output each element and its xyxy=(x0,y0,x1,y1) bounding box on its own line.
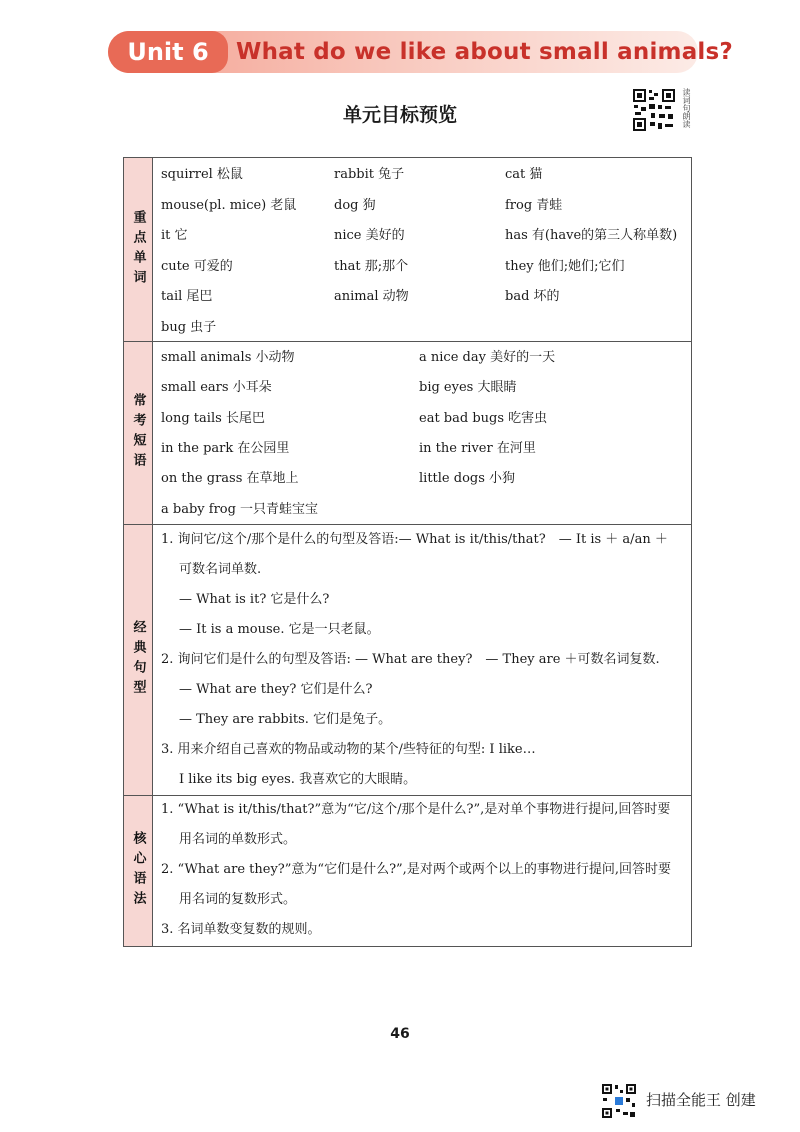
word-item: frog 青蛙 xyxy=(505,197,563,213)
phrase-item: in the park 在公园里 xyxy=(161,440,290,456)
sentence-line: — What are they? 它们是什么? xyxy=(179,682,373,697)
sentence-line: — What is it? 它是什么? xyxy=(179,592,330,607)
phrase-item: a nice day 美好的一天 xyxy=(419,350,556,365)
phrase-item: small animals 小动物 xyxy=(161,350,295,365)
phrase-item: in the river 在河里 xyxy=(419,440,536,456)
qr-code-icon xyxy=(631,87,677,133)
phrase-item: big eyes 大眼睛 xyxy=(419,380,517,396)
sentence-line: I like its big eyes. 我喜欢它的大眼睛。 xyxy=(179,772,417,787)
word-item: that 那;那个 xyxy=(334,258,409,274)
section-sentence-patterns xyxy=(124,525,691,796)
sentence-line: — They are rabbits. 它们是兔子。 xyxy=(179,712,392,727)
section-label: 重点单词 xyxy=(124,158,153,341)
section-key-words xyxy=(124,158,691,342)
phrase-item: on the grass 在草地上 xyxy=(161,471,299,487)
page-title: 单元目标预览 xyxy=(342,104,457,126)
phrase-item: little dogs 小狗 xyxy=(419,471,516,487)
phrase-item: a baby frog 一只青蛙宝宝 xyxy=(161,501,319,517)
scanner-qr-icon xyxy=(601,1083,637,1119)
unit-label: Unit 6 xyxy=(108,31,228,73)
grammar-line: 2. “What are they?”意为“它们是什么?”,是对两个或两个以上的事物进行提问,回答时要 xyxy=(161,862,671,877)
section-label: 经典句型 xyxy=(124,525,153,795)
unit-preview-table xyxy=(123,157,692,947)
phrase-item: small ears 小耳朵 xyxy=(161,380,272,396)
sentence-line: 3. 用来介绍自己喜欢的物品或动物的某个/些特征的句型: I like… xyxy=(161,742,536,757)
word-item: tail 尾巴 xyxy=(161,289,213,304)
section-phrases xyxy=(124,342,691,525)
word-item: cat 猫 xyxy=(505,167,543,182)
scanner-watermark: 扫描全能王 创建 xyxy=(646,1091,756,1109)
page-number: 46 xyxy=(390,1026,410,1042)
section-core-grammar xyxy=(124,796,691,946)
qr-caption: 读词句朗读 xyxy=(682,88,691,128)
section-label: 常考短语 xyxy=(124,342,153,524)
word-item: rabbit 兔子 xyxy=(334,167,405,182)
word-item: animal 动物 xyxy=(334,289,409,304)
unit-title: What do we like about small animals? xyxy=(236,39,733,65)
section-label: 核心语法 xyxy=(124,796,153,946)
grammar-line: 用名词的复数形式。 xyxy=(179,892,297,907)
word-item: it 它 xyxy=(161,228,188,243)
sentence-line: 1. 询问它/这个/那个是什么的句型及答语:— What is it/this/that? — It is ＋ a/an ＋ xyxy=(161,532,668,547)
word-item: nice 美好的 xyxy=(334,228,405,243)
grammar-line: 1. “What is it/this/that?”意为“它/这个/那个是什么?”,是对单个事物进行提问,回答时要 xyxy=(161,802,671,817)
word-item: mouse(pl. mice) 老鼠 xyxy=(161,197,297,213)
phrase-item: eat bad bugs 吃害虫 xyxy=(419,410,548,426)
grammar-line: 用名词的单数形式。 xyxy=(179,832,297,847)
word-item: squirrel 松鼠 xyxy=(161,167,243,182)
word-item: bug 虫子 xyxy=(161,319,217,335)
sentence-line: 可数名词单数. xyxy=(179,562,262,577)
word-item: cute 可爱的 xyxy=(161,258,233,274)
word-item: they 他们;她们;它们 xyxy=(505,258,625,274)
phrase-item: long tails 长尾巴 xyxy=(161,410,265,426)
word-item: dog 狗 xyxy=(334,197,376,213)
sentence-line: — It is a mouse. 它是一只老鼠。 xyxy=(179,622,380,637)
word-item: has 有(have的第三人称单数) xyxy=(505,228,678,243)
grammar-line: 3. 名词单数变复数的规则。 xyxy=(161,922,321,937)
sentence-line: 2. 询问它们是什么的句型及答语: — What are they? — They are ＋可数名词复数. xyxy=(161,652,660,667)
word-item: bad 坏的 xyxy=(505,289,560,304)
